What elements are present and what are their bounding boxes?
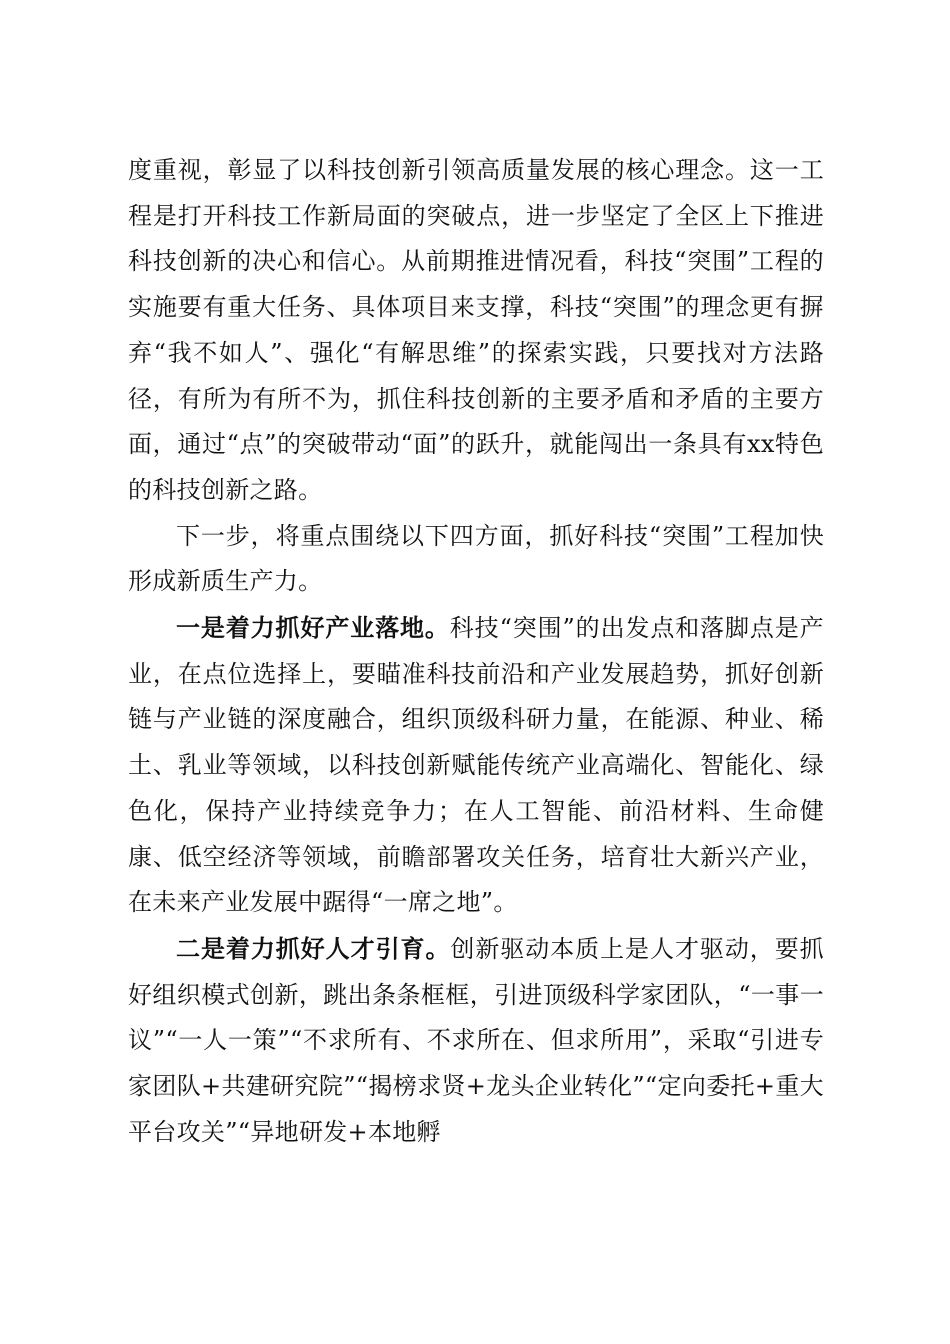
paragraph-lead: 一是着力抓好产业落地。 (176, 613, 450, 643)
paragraph-talent (128, 926, 824, 1156)
paragraph-lead: 二是着力抓好人才引育。 (176, 933, 451, 963)
paragraph-text: 科技“突围”的出发点和落脚点是产业，在点位选择上，要瞄准科技前沿和产业发展趋势，抓好创新链与产业链的深度融合，组织顶级科研力量，在能源、种业、稀土、乳业等领域，以科技创新赋能传统产业高端化、智能化、绿色化，保持产业持续竞争力；在人工智能、前沿材料、生命健康、低空经济等领域，前瞻部署攻关任务，培育壮大新兴产业，在未来产业发展中踞得“一席之地”。 (128, 614, 824, 917)
paragraph-next-step (128, 514, 824, 605)
paragraph-continuation (128, 148, 824, 514)
paragraph-text: 创新驱动本质上是人才驱动，要抓好组织模式创新，跳出条条框框，引进顶级科学家团队，“一事一议”“一人一策”“不求所有、不求所在、但求所用”，采取“引进专家团队+共建研究院”“揭榜求贤+龙头企业转化”“定向委托+重大平台攻关”“异地研发+本地孵 (128, 934, 824, 1146)
paragraph-text: 下一步，将重点围绕以下四方面，抓好科技“突围”工程加快形成新质生产力。 (128, 521, 824, 596)
paragraph-industry (128, 605, 824, 926)
paragraph-text: 度重视，彰显了以科技创新引领高质量发展的核心理念。这一工程是打开科技工作新局面的突破点，进一步坚定了全区上下推进科技创新的决心和信心。从前期推进情况看，科技“突围”工程的实施要有重大任务、具体项目来支撑，科技“突围”的理念更有摒弃“我不如人”、强化“有解思维”的探索实践，只要找对方法路径，有所为有所不为，抓住科技创新的主要矛盾和矛盾的主要方面，通过“点”的突破带动“面”的跃升，就能闯出一条具有xx特色的科技创新之路。 (128, 156, 824, 504)
document-body (128, 148, 824, 1155)
